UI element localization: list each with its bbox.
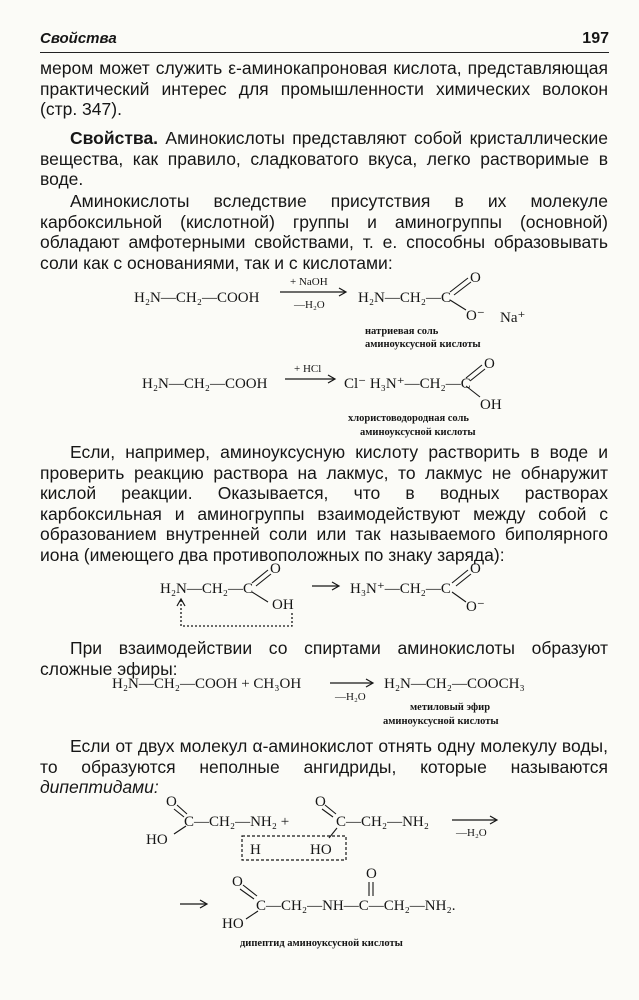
running-head [40,30,609,53]
r1-caption-1: натриевая соль [365,326,439,337]
r5-bond-ho-left [174,826,186,834]
r5-oxygen-right: O [315,794,326,810]
r4-product: H₂N—CH₂—COOCH₃ [384,676,525,692]
r3-product: H₃N⁺—CH₂—C [350,581,451,597]
paragraph-zwitterion: Если, например, аминоуксусную кислоту растворить в воде и проверить реакцию раствора на лакмус, то лакмус не обнаружит кислой реакции. Оказывается, что в водных растворах карбоксильная и аминогруппы взаимодействуют между собой с образованием внутренней соли или так называемого биполярного иона (имеющего два противоположных по знаку заряда): [40,442,608,565]
r5-product-oxygen-1: O [232,874,243,890]
reaction-internal-salt [0,555,639,635]
r2-reagent: + HCl [294,363,322,375]
dipeptide-text: Если от двух молекул α-аминокислот отнять одну молекулу воды, то образуются неполные ангидриды, которые называются [40,736,608,777]
r5-product-oxygen-2: O [366,866,377,882]
r5-p-dbl-b [240,889,254,899]
r3-hydroxyl: OH [272,597,294,613]
r5-p-bond-ho [246,911,258,919]
page-number: 197 [582,30,609,47]
r3-oxide: O⁻ [466,599,485,615]
r1-oxygen: O [470,270,481,286]
r3-double-bond-a [252,570,268,583]
r1-sodium: Na⁺ [500,310,526,326]
properties-text: Аминокислоты представляют собой кристаллические вещества, как правило, сладковатого вкуса, легко растворимые в воде. [40,128,608,189]
r5-product: C—CH₂—NH—C—CH₂—NH₂. [256,898,456,914]
paragraph-properties [40,128,608,190]
paragraph-amphoteric: Аминокислоты вследствие присутствия в их молекуле карбоксильной (кислотной) группы и аминогруппы (основной) обладают амфотерными свойствами, т. е. способны образовывать соли как с основаниями, так и с кислотами: [40,191,608,273]
r1-product: H₂N—CH₂—C [358,290,451,306]
r2-caption-2: аминоуксусной кислоты [360,427,476,438]
r5-byproduct: —H₂O [456,827,487,839]
r4-caption-2: аминоуксусной кислоты [383,716,499,727]
r1-double-bond-a [450,278,468,292]
r1-single-bond [450,300,466,310]
r1-caption-2: аминоуксусной кислоты [365,339,481,350]
properties-heading: Свойства. [70,128,159,148]
r5-molecule-2: C—CH₂—NH₂ [336,814,429,830]
r2-double-bond-a [466,365,482,378]
r1-oxide: O⁻ [466,308,485,324]
r2-product: Cl⁻ H₃N⁺—CH₂—C [344,376,471,392]
r4-reactants: H₂N—CH₂—COOH + CH₃OH [112,676,302,692]
r4-caption-1: метиловый эфир [410,702,491,713]
r5-product-hydroxyl: HO [222,916,244,932]
r4-byproduct: —H₂O [335,691,366,703]
r2-caption-1: хлористоводородная соль [348,413,469,424]
reaction-hcl [0,355,639,440]
reaction-ester [0,672,639,732]
r5-box-hydrogen: H [250,842,261,858]
paragraph-esters: При взаимодействии со спиртами аминокислоты образуют сложные эфиры: [40,638,608,679]
r3-reactant: H₂N—CH₂—C [160,581,253,597]
paragraph-dipeptides [40,736,608,798]
reaction-naoh [0,270,639,350]
dipeptide-term: дипептидами: [40,777,159,797]
r5-p-dbl-a [243,885,257,896]
r3-single-bond [252,592,268,602]
r3-product-oxygen: O [470,561,481,577]
r2-hydroxyl: OH [480,397,502,413]
r1-byproduct: —H₂O [294,299,325,311]
r2-reactant: H₂N—CH₂—COOH [142,376,268,392]
r3-p-single-bond [452,592,466,602]
r3-p-double-bond-b [456,574,471,586]
section-title: Свойства [40,30,117,47]
r1-reactant: H₂N—CH₂—COOH [134,290,260,306]
r5-molecule-1: C—CH₂—NH₂ + [184,814,290,830]
paragraph-intro: мером может служить ε-аминокапроновая кислота, представляющая практический интерес для промышленности химических волокон (стр. 347). [40,58,608,119]
r3-oxygen: O [270,561,281,577]
r2-double-bond-b [470,369,485,381]
r3-p-double-bond-a [452,570,468,583]
r5-box-hydroxyl: HO [310,842,332,858]
r1-double-bond-b [454,282,471,295]
r1-reagent: + NaOH [290,276,328,288]
r2-oxygen: O [484,356,495,372]
r5-oxygen-left: O [166,794,177,810]
r5-caption: дипептид аминоуксусной кислоты [240,938,403,949]
reaction-dipeptide [0,790,639,960]
r5-hydroxyl-left: HO [146,832,168,848]
r3-double-bond-b [256,574,271,586]
